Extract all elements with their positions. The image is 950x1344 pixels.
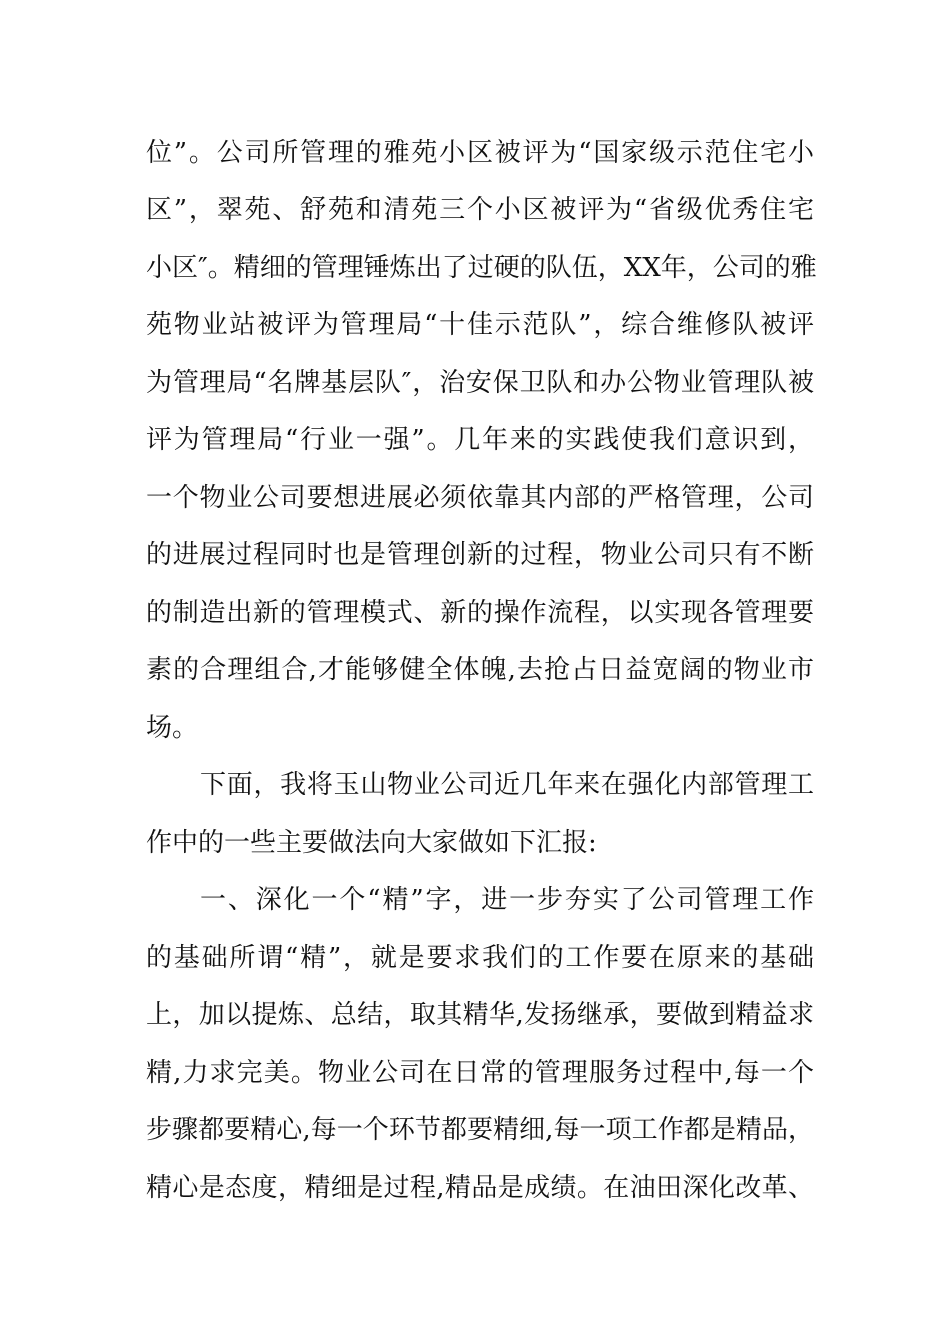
text-line-18: 步骤都要精心,每一个环节都要精细,每一项工作都是精品，	[146, 1115, 814, 1145]
text-line-19: 精心是态度，精细是过程,精品是成绩。在油田深化改革、	[146, 1173, 814, 1203]
text-line-11: 场。	[146, 713, 199, 743]
text-line-6: 评为管理局“行业一强”。几年来的实践使我们意识到，	[146, 425, 814, 455]
text-line-17: 精,力求完美。物业公司在日常的管理服务过程中,每一个	[146, 1058, 814, 1088]
text-line-9: 的制造出新的管理模式、新的操作流程，以实现各管理要	[146, 598, 814, 628]
text-line-15: 的基础所谓“精”，就是要求我们的工作要在原来的基础	[146, 943, 814, 973]
text-line-8: 的进展过程同时也是管理创新的过程，物业公司只有不断	[146, 540, 814, 570]
text-line-12: 下面，我将玉山物业公司近几年来在强化内部管理工	[200, 770, 814, 800]
text-line-13: 作中的一些主要做法向大家做如下汇报:	[146, 828, 597, 858]
text-line-4: 苑物业站被评为管理局“十佳示范队”，综合维修队被评	[146, 310, 814, 340]
text-line-1: 位”。公司所管理的雅苑小区被评为“国家级示范住宅小	[146, 138, 814, 168]
text-line-2: 区”，翠苑、舒苑和清苑三个小区被评为“省级优秀住宅	[146, 195, 814, 225]
text-line-7: 一个物业公司要想进展必须依靠其内部的严格管理，公司	[146, 483, 814, 513]
text-line-16: 上，加以提炼、总结，取其精华,发扬继承，要做到精益求	[146, 1000, 814, 1030]
text-line-10: 素的合理组合,才能够健全体魄,去抢占日益宽阔的物业市	[146, 655, 814, 685]
text-line-14: 一、深化一个“精”字，进一步夯实了公司管理工作	[200, 885, 814, 915]
text-line-5: 为管理局“名牌基层队″，治安保卫队和办公物业管理队被	[146, 368, 814, 398]
text-line-3: 小区″。精细的管理锤炼出了过硬的队伍，XX年，公司的雅	[146, 253, 817, 283]
